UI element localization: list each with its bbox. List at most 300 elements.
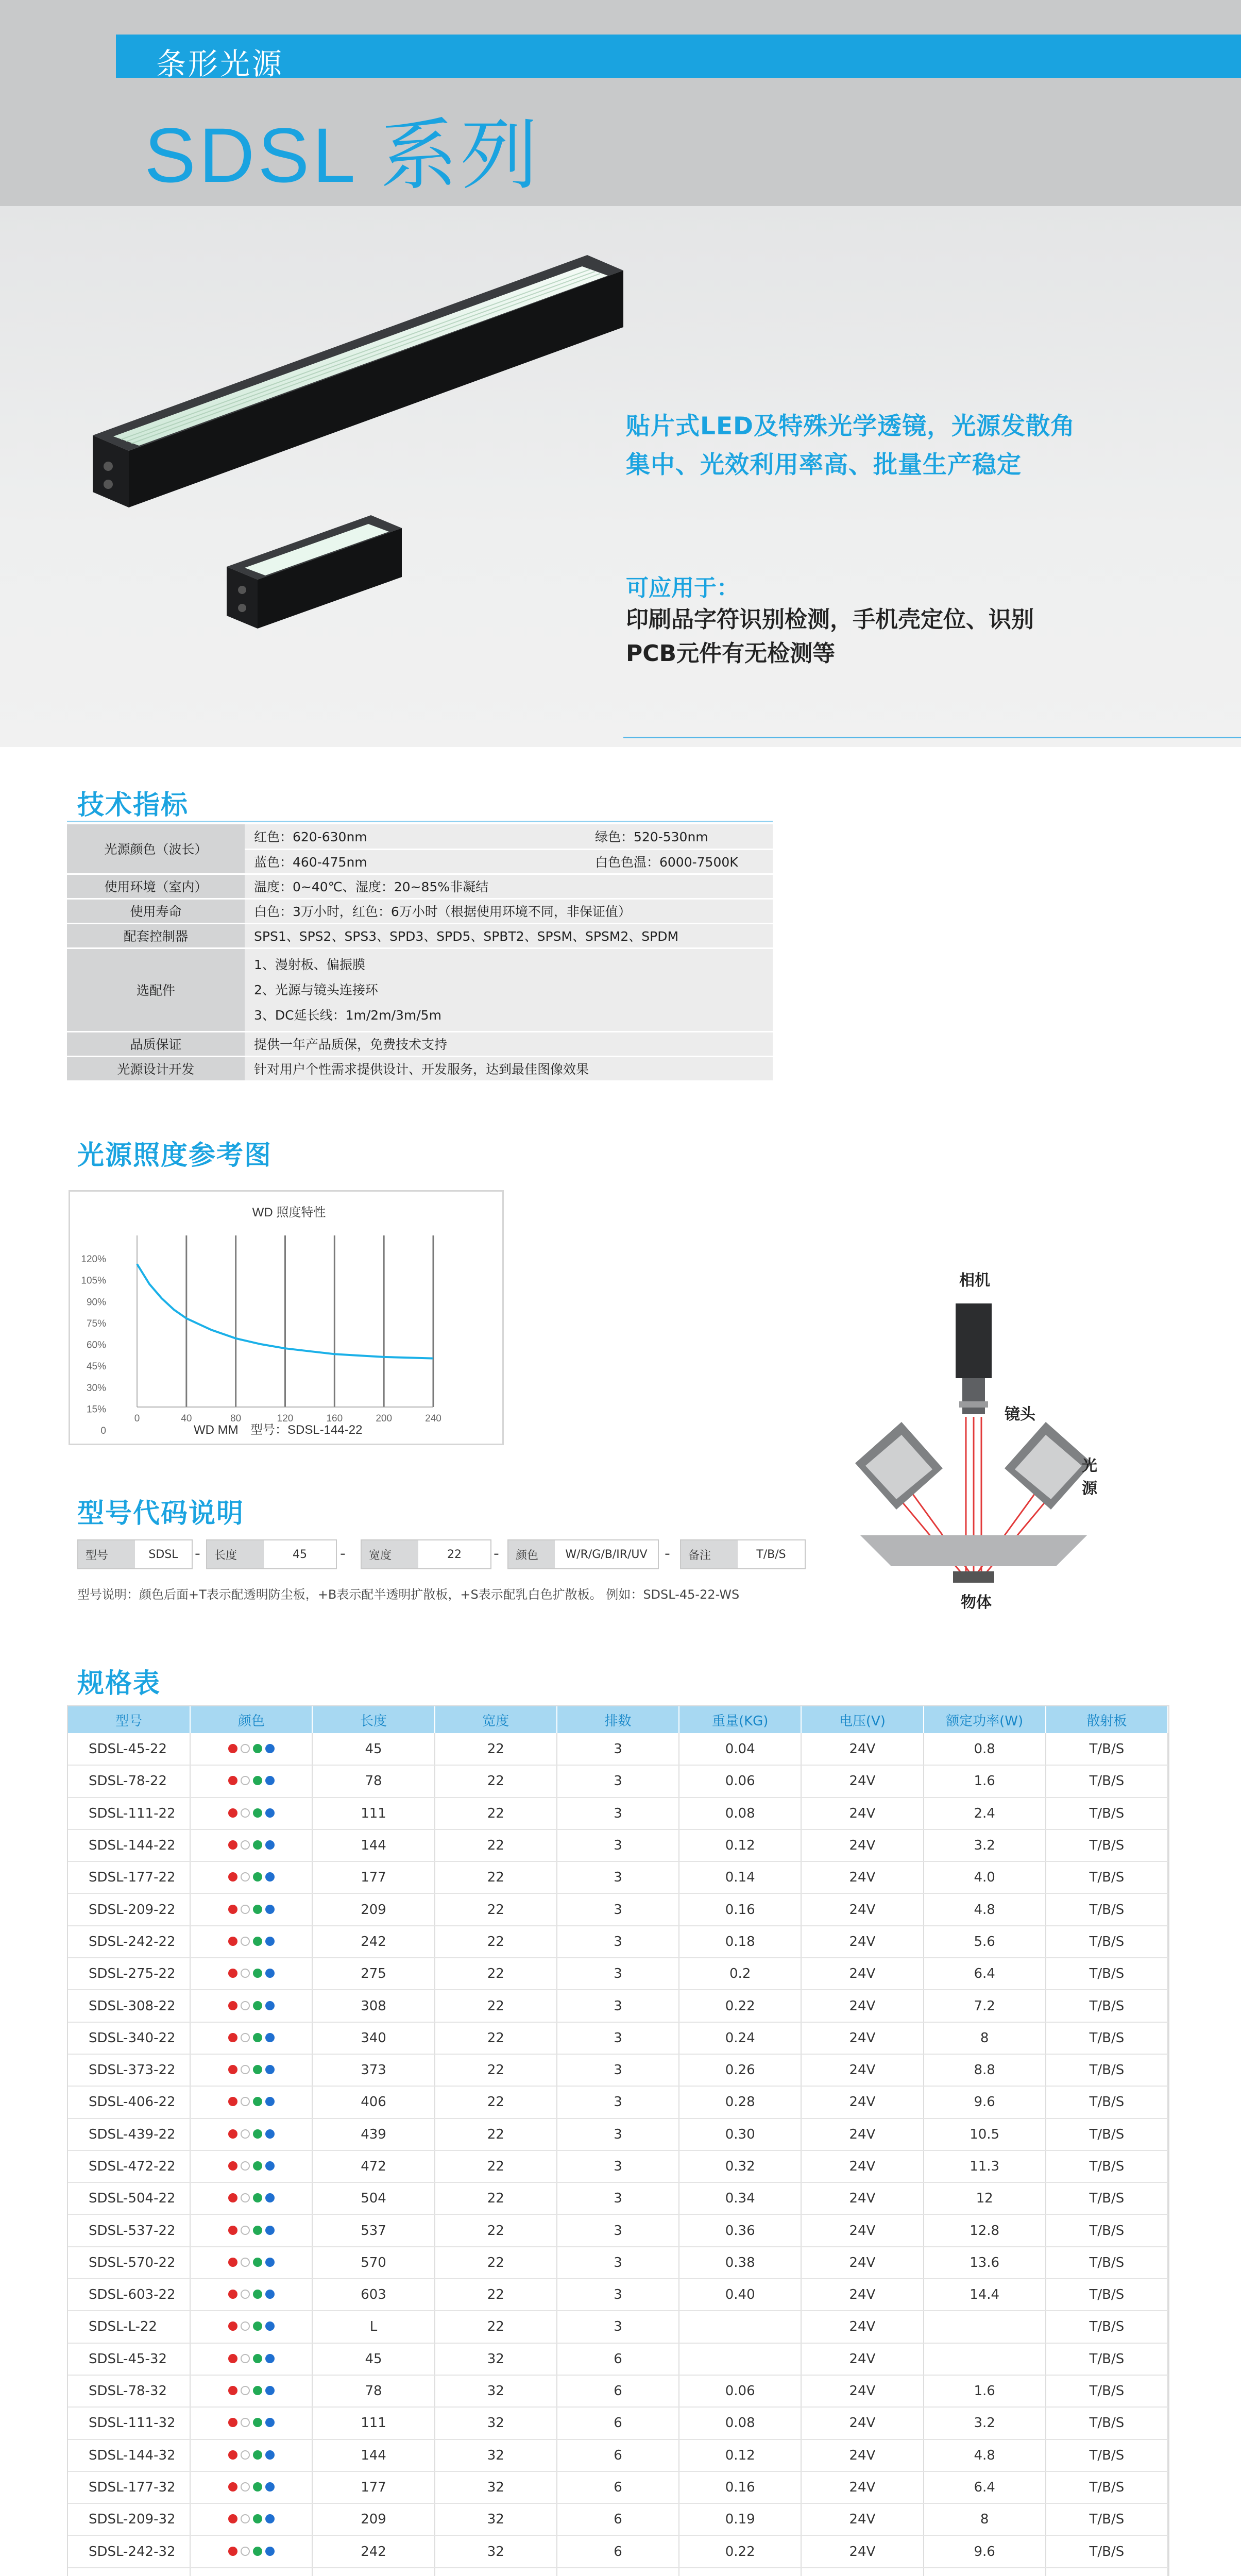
code-field-key: 备注 [681, 1540, 738, 1568]
table-cell: SDSL-275-22 [68, 1958, 190, 1990]
code-field-key: 颜色 [508, 1540, 555, 1568]
table-cell: 22 [435, 1926, 557, 1958]
models-header-cell: 长度 [312, 1706, 434, 1733]
spec-value: 白色色温：6000-7500K [497, 849, 773, 874]
table-cell: 24V [801, 2343, 923, 2375]
table-cell [679, 2343, 801, 2375]
chart-y-tick-label: 45% [86, 1361, 106, 1372]
spec-label: 使用环境（室内） [67, 874, 245, 899]
color-dots-cell [190, 2439, 312, 2471]
table-cell: 24V [801, 2535, 923, 2567]
table-cell: 504 [312, 2182, 434, 2214]
chart-section-title: 光源照度参考图 [77, 1140, 273, 1171]
table-cell: 6 [557, 2503, 679, 2535]
table-cell: 275 [312, 1958, 434, 1990]
table-cell: T/B/S [1046, 2054, 1168, 2086]
spec-value: 温度：0~40℃、湿度：20~85%非凝结 [245, 874, 773, 899]
table-cell: T/B/S [1046, 2119, 1168, 2150]
color-dots-cell [190, 2407, 312, 2439]
color-dots-cell [190, 1829, 312, 1861]
color-dot-icon [265, 2418, 275, 2427]
color-dots-cell [190, 1733, 312, 1765]
color-dot-icon [265, 2321, 275, 2331]
chart-x-tick-label: 80 [230, 1413, 242, 1424]
table-cell: SDSL-111-22 [68, 1798, 190, 1829]
table-cell: 3 [557, 2311, 679, 2343]
table-cell [801, 2568, 923, 2576]
color-dot-icon [241, 2193, 250, 2202]
table-cell [679, 2311, 801, 2343]
color-dot-icon [241, 2482, 250, 2492]
models-header-cell: 重量(KG) [679, 1706, 801, 1733]
models-header-cell: 额定功率(W) [924, 1706, 1046, 1733]
color-dot-icon [265, 2354, 275, 2363]
color-dot-icon [265, 1969, 275, 1978]
color-dot-icon [228, 1840, 237, 1850]
table-cell: 1.6 [924, 1765, 1046, 1797]
table-cell: 24V [801, 2182, 923, 2214]
table-cell [924, 2343, 1046, 2375]
table-cell: T/B/S [1046, 1926, 1168, 1958]
color-dot-icon [253, 1776, 262, 1785]
color-dot-icon [253, 2258, 262, 2267]
application-line: PCB元件有无检测等 [626, 640, 836, 667]
spec-label: 选配件 [67, 948, 245, 1031]
table-cell: 3 [557, 2086, 679, 2118]
code-separator: - [494, 1545, 499, 1563]
color-dot-icon [253, 2547, 262, 2556]
color-dots-cell [190, 2119, 312, 2150]
table-cell: 8 [924, 2503, 1046, 2535]
color-dot-icon [228, 2547, 237, 2556]
table-cell: 9.6 [924, 2535, 1046, 2567]
table-cell: 3 [557, 2022, 679, 2054]
color-dot-icon [228, 1744, 237, 1753]
color-dot-icon [253, 1744, 262, 1753]
code-field-key: 宽度 [362, 1540, 418, 1568]
table-cell: 6 [557, 2407, 679, 2439]
optics-diagram [845, 1247, 1102, 1628]
chart-x-ticks [134, 1413, 441, 1424]
table-cell: SDSL-144-32 [68, 2439, 190, 2471]
table-row [68, 1733, 1168, 1765]
table-cell: 0.06 [679, 1765, 801, 1797]
spec-label: 品质保证 [67, 1031, 245, 1056]
table-cell: 24V [801, 2311, 923, 2343]
spec-value: 蓝色：460-475nm [245, 849, 497, 874]
color-dot-icon [265, 2001, 275, 2010]
illuminance-chart [69, 1190, 504, 1445]
code-field-value: W/R/G/B/IR/UV [555, 1540, 658, 1568]
color-dots-cell [190, 2343, 312, 2375]
color-dot-icon [228, 2161, 237, 2171]
table-cell: 3 [557, 2247, 679, 2279]
table-cell: 24V [801, 2247, 923, 2279]
spec-value: 白色：3万小时，红色：6万小时（根据使用环境不同，非保证值） [245, 899, 773, 923]
object-icon [953, 1571, 994, 1583]
feature-text [626, 407, 1075, 484]
table-cell: 0.12 [679, 2439, 801, 2471]
color-dot-icon [241, 1937, 250, 1946]
table-cell: SDSL-177-22 [68, 1861, 190, 1893]
color-dots-cell [190, 2086, 312, 2118]
table-cell: 24V [801, 2279, 923, 2311]
table-cell: 9.6 [924, 2086, 1046, 2118]
spec-table [67, 824, 773, 1082]
table-cell: 0.8 [924, 1733, 1046, 1765]
table-cell: T/B/S [1046, 2214, 1168, 2246]
color-dots-cell [190, 1798, 312, 1829]
table-cell: 6 [557, 2439, 679, 2471]
color-dot-icon [253, 2033, 262, 2042]
code-separator: - [665, 1545, 670, 1563]
spec-label: 配套控制器 [67, 923, 245, 948]
table-cell: 22 [435, 2182, 557, 2214]
color-dot-icon [241, 2226, 250, 2235]
table-cell: 32 [435, 2535, 557, 2567]
color-dot-icon [241, 1744, 250, 1753]
color-dot-icon [228, 2386, 237, 2395]
table-cell: 373 [312, 2054, 434, 2086]
table-cell: T/B/S [1046, 2503, 1168, 2535]
color-dot-icon [228, 1872, 237, 1882]
color-dot-icon [265, 2193, 275, 2202]
table-cell: 5.6 [924, 1926, 1046, 1958]
table-cell: T/B/S [1046, 1765, 1168, 1797]
table-row [68, 2119, 1168, 2150]
spec-label: 光源设计开发 [67, 1056, 245, 1081]
table-cell: 78 [312, 1765, 434, 1797]
color-dot-icon [253, 1937, 262, 1946]
table-cell: 3 [557, 2150, 679, 2182]
table-cell: 22 [435, 2119, 557, 2150]
table-cell: 242 [312, 2535, 434, 2567]
models-header-row [68, 1706, 1168, 1733]
color-dot-icon [253, 2354, 262, 2363]
spec-row [67, 874, 773, 899]
color-dots-cell [190, 1861, 312, 1893]
table-cell: T/B/S [1046, 2439, 1168, 2471]
table-cell: 24V [801, 1829, 923, 1861]
table-cell [679, 2568, 801, 2576]
spec-list-item: 2、光源与镜头连接环 [254, 982, 378, 997]
table-cell: 22 [435, 1893, 557, 1925]
table-cell: T/B/S [1046, 1733, 1168, 1765]
table-cell: 7.2 [924, 1990, 1046, 2022]
color-dot-icon [241, 2258, 250, 2267]
table-cell: 32 [435, 2407, 557, 2439]
table-cell: SDSL-144-22 [68, 1829, 190, 1861]
chart-y-ticks [81, 1254, 106, 1436]
table-cell: 0.22 [679, 2535, 801, 2567]
color-dot-icon [265, 2547, 275, 2556]
code-field-length [206, 1539, 337, 1569]
color-dot-icon [228, 2033, 237, 2042]
table-cell: 24V [801, 2086, 923, 2118]
table-cell: 22 [435, 1861, 557, 1893]
table-cell: 22 [435, 1798, 557, 1829]
table-cell: 537 [312, 2214, 434, 2246]
table-cell: 24V [801, 1861, 923, 1893]
models-header-cell: 散射板 [1046, 1706, 1168, 1733]
table-cell: 0.34 [679, 2182, 801, 2214]
feature-line: 贴片式LED及特殊光学透镜，光源发散角 [626, 412, 1076, 440]
table-cell: 406 [312, 2086, 434, 2118]
spec-row [67, 1031, 773, 1056]
table-row [68, 1926, 1168, 1958]
color-dot-icon [241, 2514, 250, 2523]
color-dot-icon [241, 2097, 250, 2106]
color-dots-cell [190, 1926, 312, 1958]
table-cell: SDSL-570-22 [68, 2247, 190, 2279]
chart-x-tick-label: 200 [376, 1413, 393, 1424]
table-cell: T/B/S [1046, 2375, 1168, 2407]
models-header-cell: 宽度 [435, 1706, 557, 1733]
table-cell: 22 [435, 2150, 557, 2182]
table-cell: 32 [435, 2439, 557, 2471]
table-row [68, 2311, 1168, 2343]
table-row [68, 2022, 1168, 2054]
header-banner [0, 0, 1241, 206]
color-dot-icon [228, 2482, 237, 2492]
table-cell: 472 [312, 2150, 434, 2182]
table-cell: 22 [435, 1733, 557, 1765]
color-dots-cell [190, 1990, 312, 2022]
color-dots-cell [190, 2568, 312, 2576]
table-cell: 24V [801, 2375, 923, 2407]
table-cell: 570 [312, 2247, 434, 2279]
color-dot-icon [228, 2354, 237, 2363]
table-row [68, 2279, 1168, 2311]
color-dot-icon [241, 1776, 250, 1785]
color-dots-cell [190, 2247, 312, 2279]
table-cell: 3 [557, 1958, 679, 1990]
spec-row [67, 899, 773, 923]
spec-value: 红色：620-630nm [245, 824, 497, 849]
color-dot-icon [253, 2482, 262, 2492]
table-cell: 0.04 [679, 1733, 801, 1765]
table-cell: 22 [435, 1829, 557, 1861]
table-cell: T/B/S [1046, 1893, 1168, 1925]
table-cell: 32 [435, 2503, 557, 2535]
spec-section-title: 技术指标 [77, 790, 189, 821]
color-dot-icon [253, 2097, 262, 2106]
bar-light-small-image [216, 505, 412, 639]
models-body [68, 1733, 1168, 2576]
table-cell [68, 2568, 190, 2576]
table-cell: 6.4 [924, 1958, 1046, 1990]
table-cell: 3 [557, 1765, 679, 1797]
color-dot-icon [241, 2129, 250, 2139]
table-cell: 22 [435, 2247, 557, 2279]
table-cell: SDSL-472-22 [68, 2150, 190, 2182]
table-cell: SDSL-209-22 [68, 1893, 190, 1925]
table-cell: 32 [435, 2471, 557, 2503]
color-dot-icon [241, 2321, 250, 2331]
table-cell: SDSL-45-32 [68, 2343, 190, 2375]
table-cell: 13.6 [924, 2247, 1046, 2279]
color-dot-icon [253, 2418, 262, 2427]
color-dot-icon [228, 2418, 237, 2427]
table-cell: 24V [801, 2407, 923, 2439]
table-cell: 22 [435, 2054, 557, 2086]
table-row [68, 2375, 1168, 2407]
table-cell: T/B/S [1046, 2343, 1168, 2375]
table-cell: 24V [801, 1926, 923, 1958]
table-cell: SDSL-242-22 [68, 1926, 190, 1958]
color-dot-icon [253, 2290, 262, 2299]
color-dot-icon [265, 1937, 275, 1946]
table-cell: 4.8 [924, 2439, 1046, 2471]
spec-row [67, 1056, 773, 1081]
table-cell: SDSL-242-32 [68, 2535, 190, 2567]
table-cell [312, 2568, 434, 2576]
chart-model-label: 型号：SDSL-144-22 [250, 1423, 363, 1437]
lens-icon [962, 1378, 985, 1414]
table-cell: T/B/S [1046, 2471, 1168, 2503]
table-cell: 209 [312, 2503, 434, 2535]
color-dot-icon [228, 2193, 237, 2202]
table-cell: 0.22 [679, 1990, 801, 2022]
chart-y-tick-label: 75% [86, 1318, 106, 1329]
color-dots-cell [190, 2182, 312, 2214]
table-cell: 10.5 [924, 2119, 1046, 2150]
table-cell: SDSL-308-22 [68, 1990, 190, 2022]
code-field-width [361, 1539, 491, 1569]
color-dots-cell [190, 2054, 312, 2086]
table-cell: 242 [312, 1926, 434, 1958]
table-cell: 6 [557, 2535, 679, 2567]
chart-x-tick-label: 120 [277, 1413, 294, 1424]
models-section-title: 规格表 [77, 1668, 161, 1699]
color-dots-cell [190, 2535, 312, 2567]
table-row [68, 2214, 1168, 2246]
spec-value: 绿色：520-530nm [497, 824, 773, 849]
table-cell: 4.8 [924, 1893, 1046, 1925]
table-row [68, 1990, 1168, 2022]
color-dots-cell [190, 2503, 312, 2535]
color-dot-icon [241, 2290, 250, 2299]
table-cell: 177 [312, 1861, 434, 1893]
table-cell: 0.38 [679, 2247, 801, 2279]
chart-y-tick-label: 30% [86, 1382, 106, 1394]
code-field-remark [680, 1539, 806, 1569]
color-dot-icon [265, 2258, 275, 2267]
color-dot-icon [241, 2001, 250, 2010]
table-cell: T/B/S [1046, 2407, 1168, 2439]
model-code-title: 型号代码说明 [77, 1498, 245, 1529]
code-field-key: 长度 [207, 1540, 264, 1568]
table-cell: 11.3 [924, 2150, 1046, 2182]
color-dot-icon [253, 2065, 262, 2074]
table-cell: 3 [557, 2054, 679, 2086]
table-cell: 32 [435, 2375, 557, 2407]
table-cell: 0.19 [679, 2503, 801, 2535]
table-cell: 0.24 [679, 2022, 801, 2054]
table-cell: 22 [435, 2279, 557, 2311]
table-cell: T/B/S [1046, 1798, 1168, 1829]
table-cell: SDSL-406-22 [68, 2086, 190, 2118]
table-row [68, 1893, 1168, 1925]
table-cell: 0.28 [679, 2086, 801, 2118]
table-cell: 177 [312, 2471, 434, 2503]
bar-light-large-image [72, 234, 623, 544]
table-cell: 6 [557, 2375, 679, 2407]
table-cell: 24V [801, 1765, 923, 1797]
color-dot-icon [265, 2129, 275, 2139]
table-cell [1046, 2568, 1168, 2576]
spec-label: 使用寿命 [67, 899, 245, 923]
chart-x-label: WD MM [194, 1423, 239, 1437]
series-title: SDSL 系列 [144, 112, 541, 198]
chart-y-tick-label: 90% [86, 1297, 106, 1308]
color-dot-icon [228, 2450, 237, 2460]
color-dot-icon [228, 1776, 237, 1785]
table-cell: 24V [801, 2150, 923, 2182]
table-cell: 24V [801, 1798, 923, 1829]
table-cell [924, 2311, 1046, 2343]
table-cell: SDSL-78-22 [68, 1765, 190, 1797]
color-dot-icon [265, 2033, 275, 2042]
color-dot-icon [228, 2258, 237, 2267]
table-cell: 144 [312, 2439, 434, 2471]
table-cell: 24V [801, 1958, 923, 1990]
color-dot-icon [265, 2482, 275, 2492]
color-dot-icon [265, 1872, 275, 1882]
chart-y-tick-label: 60% [86, 1340, 106, 1351]
color-dot-icon [265, 2514, 275, 2523]
color-dot-icon [253, 2001, 262, 2010]
color-dot-icon [253, 2226, 262, 2235]
table-row [68, 1798, 1168, 1829]
color-dot-icon [228, 2514, 237, 2523]
code-separator: - [340, 1545, 346, 1563]
spec-list-item: 3、DC延长线：1m/2m/3m/5m [254, 1007, 441, 1023]
table-row [68, 2503, 1168, 2535]
color-dot-icon [253, 1872, 262, 1882]
color-dot-icon [253, 2193, 262, 2202]
color-dot-icon [253, 1808, 262, 1818]
table-cell: 45 [312, 1733, 434, 1765]
table-cell: 22 [435, 2022, 557, 2054]
application-line: 印刷品字符识别检测，手机壳定位、识别 [626, 606, 1034, 633]
table-cell: 24V [801, 2214, 923, 2246]
color-dot-icon [241, 1969, 250, 1978]
spec-title-rule [67, 821, 773, 822]
table-cell: 3 [557, 2279, 679, 2311]
spec-row [67, 923, 773, 948]
table-cell: T/B/S [1046, 2182, 1168, 2214]
color-dot-icon [228, 2290, 237, 2299]
spec-list-item: 1、漫射板、偏振膜 [254, 957, 365, 972]
color-dot-icon [265, 1744, 275, 1753]
table-cell: 4.0 [924, 1861, 1046, 1893]
table-cell: 12 [924, 2182, 1046, 2214]
table-cell: T/B/S [1046, 2279, 1168, 2311]
color-dot-icon [228, 1905, 237, 1914]
spec-value: SPS1、SPS2、SPS3、SPD3、SPD5、SPBT2、SPSM、SPSM2、SPDM [245, 923, 773, 948]
table-cell: T/B/S [1046, 1861, 1168, 1893]
color-dot-icon [253, 1969, 262, 1978]
color-dot-icon [241, 2161, 250, 2171]
table-cell: 0.08 [679, 1798, 801, 1829]
table-row [68, 2054, 1168, 2086]
table-cell: SDSL-177-32 [68, 2471, 190, 2503]
table-cell: 24V [801, 1733, 923, 1765]
table-cell: 0.36 [679, 2214, 801, 2246]
color-dots-cell [190, 2375, 312, 2407]
table-cell: 144 [312, 1829, 434, 1861]
